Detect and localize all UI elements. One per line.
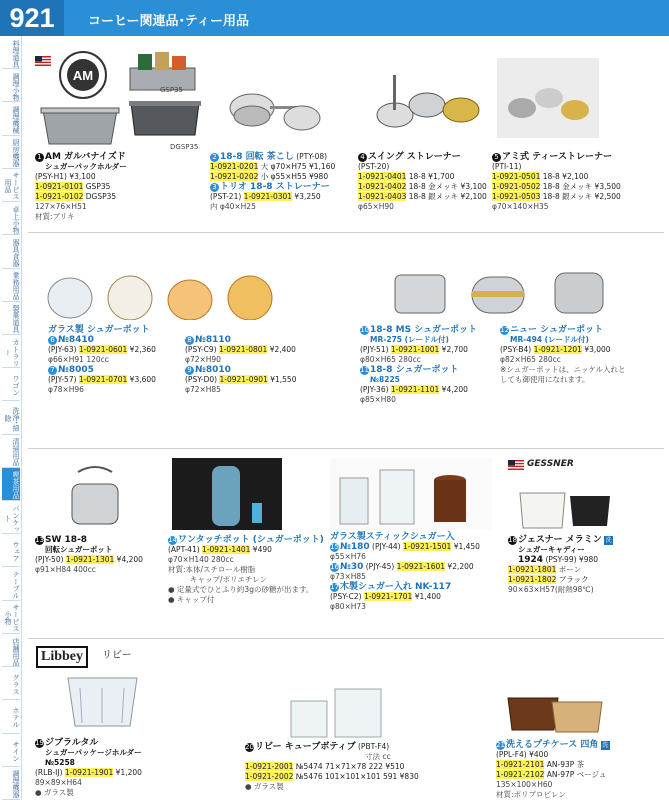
- stick-sugar-holders-photo: [330, 458, 492, 530]
- svg-text:AM: AM: [72, 68, 94, 83]
- side-tab[interactable]: 卓上小物: [2, 202, 20, 235]
- side-tab[interactable]: サービス小物: [2, 601, 20, 634]
- steel-sugar-pots-photo: [380, 255, 620, 320]
- glass-sugar-pots-photo: [40, 250, 280, 320]
- item-5: 5 アミ式 ティーストレーナー (PTI-11) 1-0921-0501 18-8 ¥2,100 1-0921-0502 18-8 金メッキ ¥3,500 1-0921-0503 18-8 銀メッキ ¥2,500 φ70×140×H35: [492, 152, 621, 211]
- libbey-brand-kana: リビー: [102, 650, 132, 661]
- side-tab[interactable]: ウェア: [2, 534, 20, 567]
- divider: [28, 448, 664, 449]
- item-19: 19ジブラルタル シュガーパッケージホルダー №5258 (RLB-IJ) 1-0921-1901 ¥1,200 89×89×H64 ● ガラス製: [35, 738, 142, 797]
- side-tab[interactable]: テーブル: [2, 567, 20, 600]
- item-14: 14ワンタッチポット (シュガーポット) (APT-41) 1-0921-1401 ¥490 φ70×H140 280cc 材質:本体/スチロール樹脂 キャップ/ポリエチレン ● 定量式でひとふり約3gの砂糖が出ます。 ● キャップ付: [168, 535, 324, 604]
- item-15-17: ガラス製スティックシュガー入 15№180 (PJY-44) 1-0921-1501 ¥1,450 φ55×H76 16№30 (PJY-45) 1-0921-1601 ¥2,200 φ73×H85 17木製シュガー入れ NK-117 (PSY-C2) 1-0921-1701 ¥1,400 φ80×H73: [330, 532, 480, 611]
- tea-strainer-photo: [497, 58, 599, 138]
- us-flag-icon: [35, 56, 51, 66]
- side-tab[interactable]: 器具食器: [2, 235, 20, 268]
- libbey-logo: Libbey: [36, 646, 88, 668]
- item-20: 20リビー キューブボティブ (PBT-F4) 寸法 cc 1-0921-2001 №5474 71×71×78 222 ¥510 1-0921-2002 №5476 101×101×101 591 ¥830 ● ガラス製: [245, 742, 419, 791]
- side-tab[interactable]: 店舗用品: [2, 634, 20, 667]
- side-tab[interactable]: ホテル: [2, 700, 20, 733]
- side-tab[interactable]: 洗浄･掃除: [2, 401, 20, 434]
- page-title: コーヒー関連品･ティー用品: [88, 14, 249, 29]
- one-touch-pot-photo: [172, 458, 282, 530]
- page-number: 921: [0, 0, 64, 36]
- side-tab[interactable]: 業務用品: [2, 269, 20, 302]
- item-2: 2 18-8 回転 茶こし (PTY-08) 1-0921-0201 大 φ70×H75 ¥1,160 1-0921-0202 小 φ55×H55 ¥980 3 トリオ 18-8 ストレーナー (PST-21) 1-0921-0301 ¥3,250 内 φ40×H25: [210, 152, 336, 211]
- item-4: 4 スイング ストレーナー (PST-20) 1-0921-0401 18-8 ¥1,700 1-0921-0402 18-8 金メッキ ¥3,100 1-0921-0403 18-8 銀メッキ ¥2,100 φ65×H90: [358, 152, 487, 211]
- cube-votive-photo: [285, 685, 385, 740]
- item-1: 1 AM ガルバナイズド シュガーパックホルダー (PSY-H1) ¥3,100 1-0921-0101 GSP35 1-0921-0102 DGSP35 127×76×H51 材質:ブリキ: [35, 152, 127, 221]
- side-tab[interactable]: 喫茶用品: [2, 468, 20, 501]
- category-sidebar: [0, 36, 22, 800]
- us-flag-icon: [508, 460, 524, 470]
- swing-strainer-photo: [365, 60, 490, 140]
- side-tab[interactable]: 厨房機器: [2, 136, 20, 169]
- item-10-11: 1018-8 MS シュガーポット MR-275 (レードル付) (PJY-51) 1-0921-1001 ¥2,700 φ80×H65 280cc 1118-8 シュガーポット №8225 (PJY-36) 1-0921-1101 ¥4,200 φ85×H80: [360, 325, 478, 404]
- sugar-caddy-photo: [510, 478, 620, 533]
- item-13: 13SW 18-8 回転シュガーポット (PJY-50) 1-0921-1301 ¥4,200 φ91×H84 400cc: [35, 535, 143, 574]
- side-tab[interactable]: サービス用品: [2, 169, 20, 202]
- label-dgsp35: DGSP35: [170, 143, 199, 151]
- side-tab[interactable]: サイン: [2, 734, 20, 767]
- side-tab[interactable]: 調理機器: [2, 767, 20, 800]
- side-tab[interactable]: バンケット: [2, 501, 20, 534]
- gessner-logo: GESSNER: [527, 459, 574, 469]
- side-tab[interactable]: 調理小物: [2, 69, 20, 102]
- divider: [28, 638, 664, 639]
- side-tab[interactable]: グラス: [2, 667, 20, 700]
- rotary-sugar-pot-photo: [60, 462, 130, 532]
- side-tab[interactable]: 調理機械: [2, 102, 20, 135]
- side-tab[interactable]: 製菓道具: [2, 302, 20, 335]
- item-18: 18ジェスナー メラミン 洗 シュガーキャディー 1924 (PSY-99) ¥980 1-0921-1801 ボーン 1-0921-1802 ブラック 90×63×H57(耐熱98℃): [508, 535, 612, 594]
- item-8-9: 8 №8110 (PSY-C9) 1-0921-0801 ¥2,400 φ72×H90 9 №8010 (PSY-D0) 1-0921-0901 ¥1,550 φ72×H85: [185, 335, 297, 394]
- item-12: 12ニュー シュガーポット MR-494 (レードル付) (PSY-B4) 1-0921-1201 ¥3,000 φ82×H65 280cc ※シュガーポットは、ニッケル入れと しても御使用になれます。: [500, 325, 626, 384]
- divider: [28, 232, 664, 233]
- side-tab[interactable]: 料理道具: [2, 36, 20, 69]
- page-header: [0, 0, 669, 36]
- side-tab[interactable]: カトラリー: [2, 335, 20, 368]
- sugar-holder-large-photo: [35, 100, 125, 148]
- petit-case-photo: [500, 680, 610, 740]
- item-6-9: ガラス製 シュガーポット 6 №8410 (PJY-63) 1-0921-0601 ¥2,360 φ66×H91 120cc 7 №8005 (PJY-57) 1-0921-0701 ¥3,600 φ78×H96: [48, 325, 156, 394]
- label-gsp35: GSP35: [160, 86, 183, 94]
- am-logo-icon: [58, 50, 108, 100]
- sugar-holder-dark-photo: [125, 95, 205, 140]
- side-tab[interactable]: 清掃用品: [2, 435, 20, 468]
- item-21: 21洗えるプチケース 四角 洗 (PPL-F4) ¥400 1-0921-2101 AN-93P 茶 1-0921-2102 AN-97P ベージュ 135×100×H60 材質:ポリプロピレン: [496, 740, 609, 799]
- side-tab[interactable]: ワゴン: [2, 368, 20, 401]
- glass-holder-photo: [60, 668, 145, 733]
- strainer-photo: [222, 68, 342, 138]
